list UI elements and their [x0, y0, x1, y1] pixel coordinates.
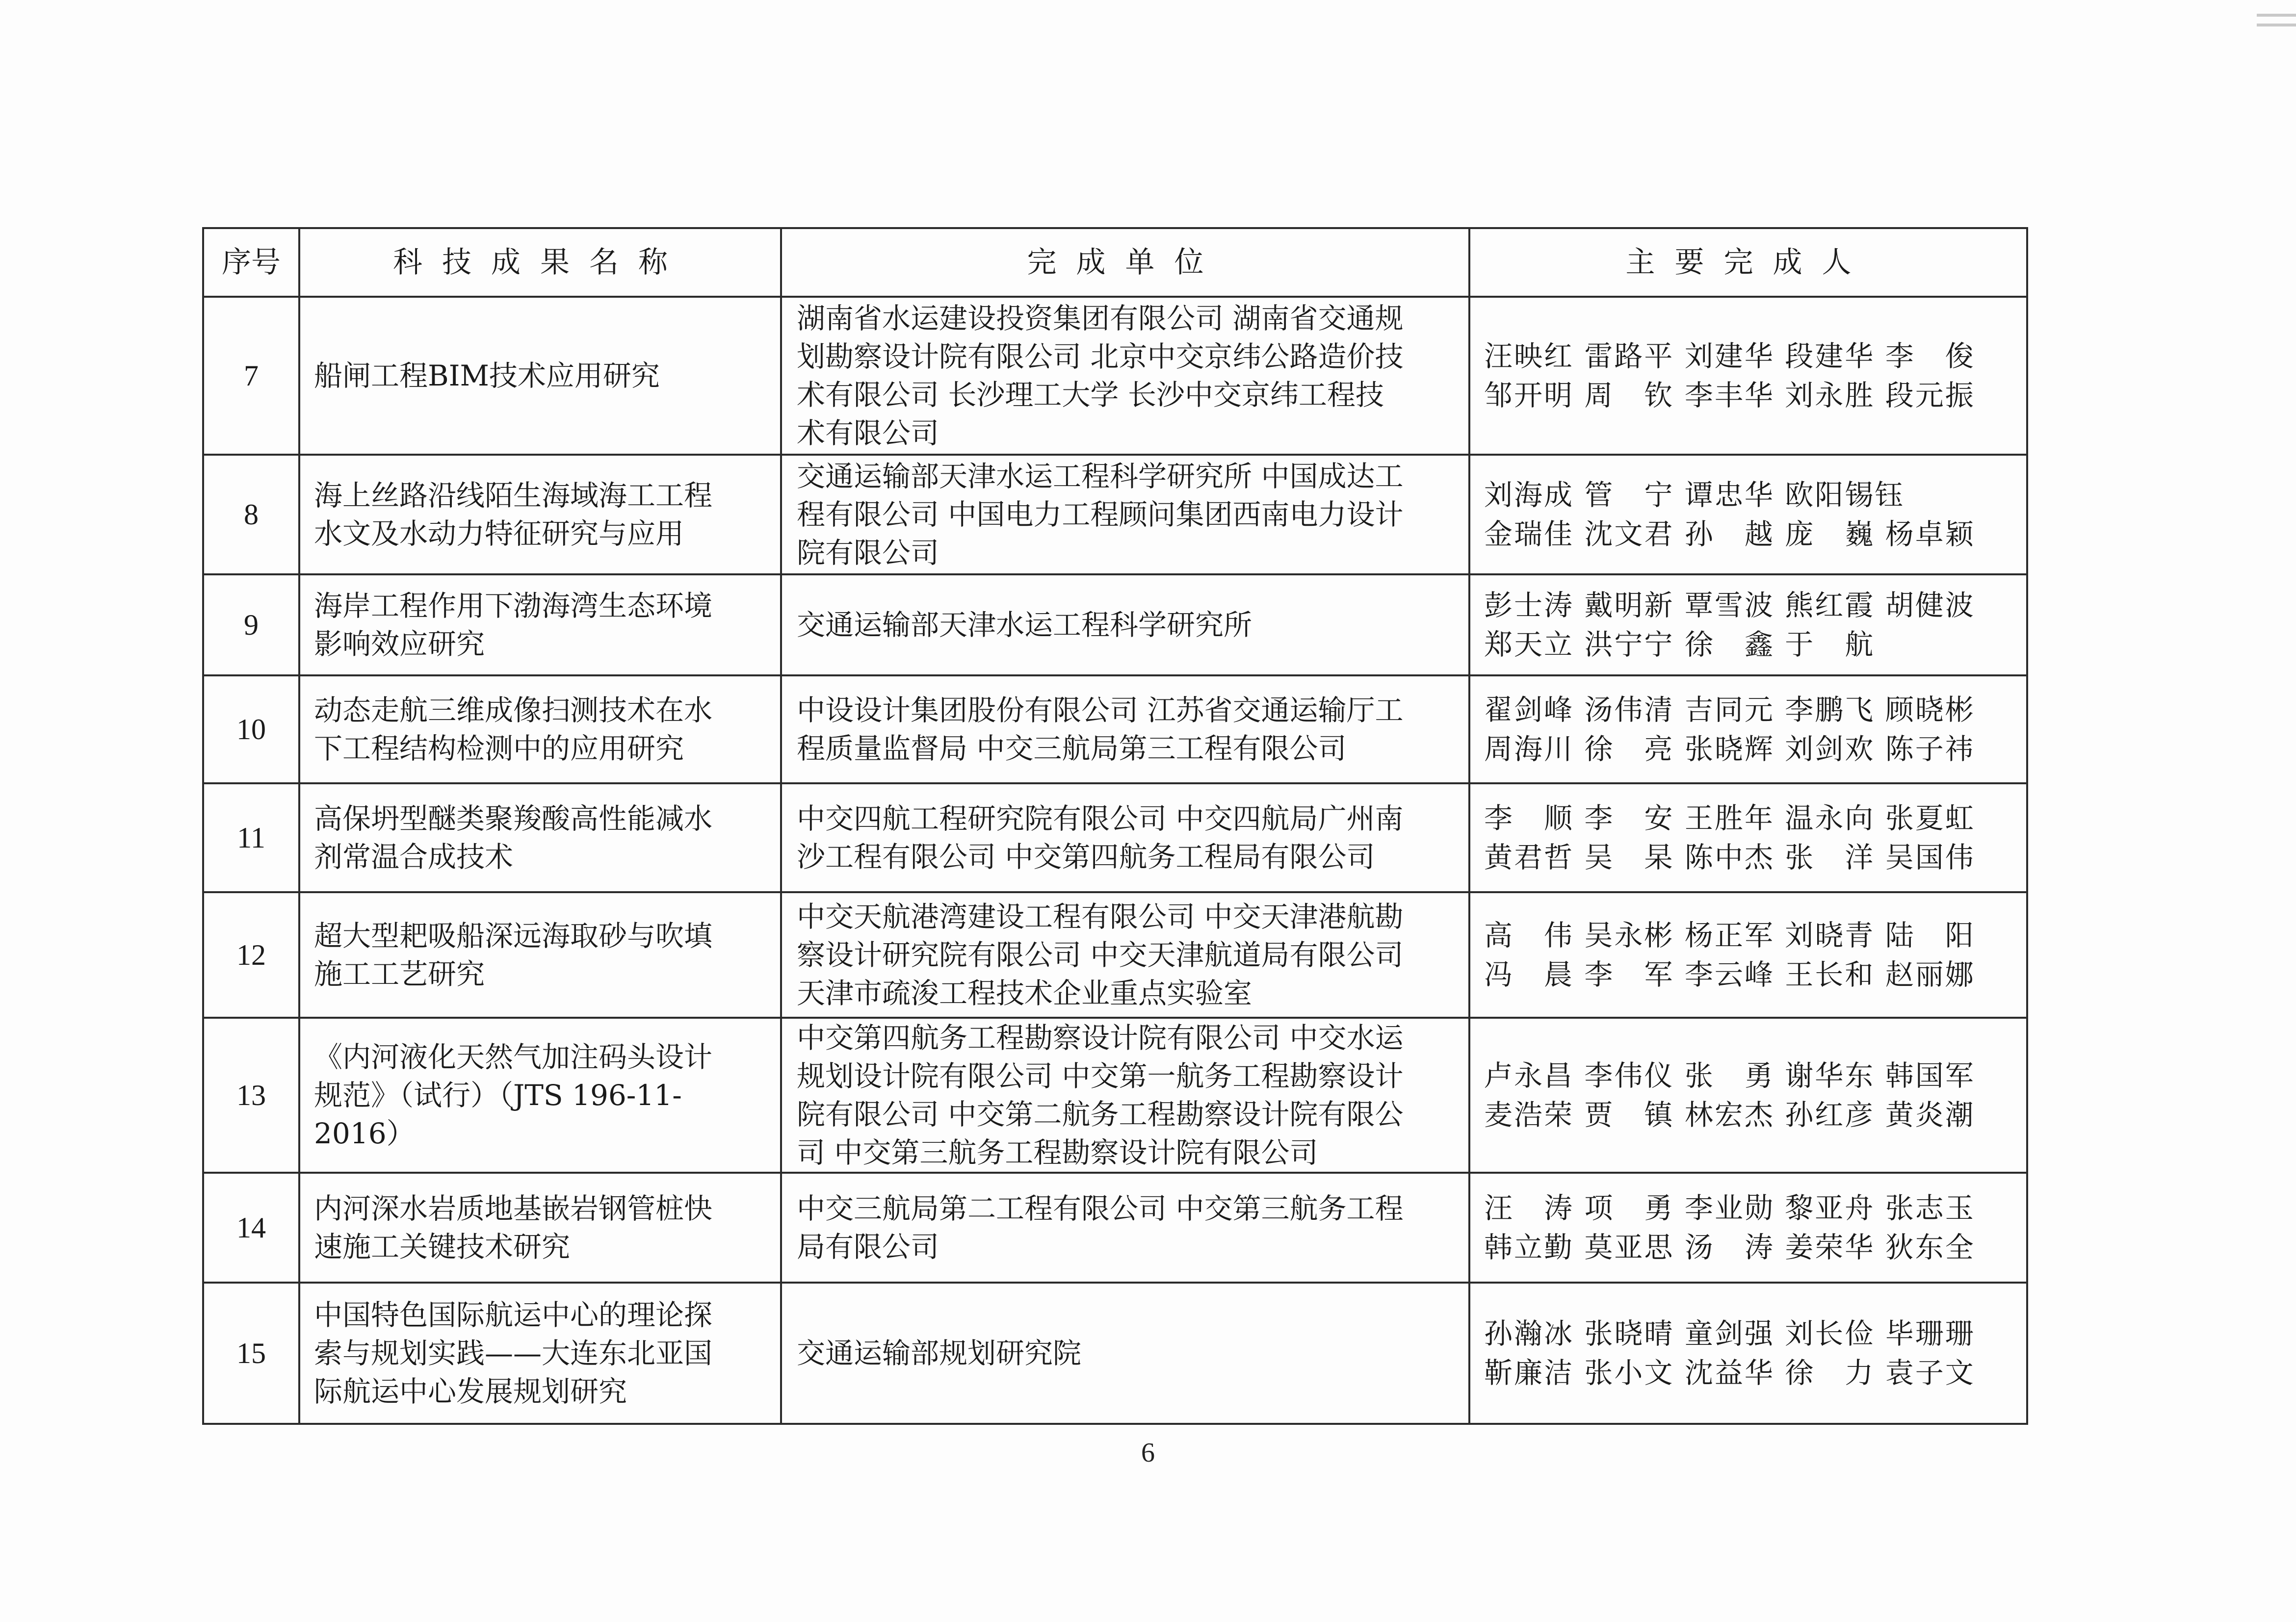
row-completing-unit-line: 中设设计集团股份有限公司 江苏省交通运输厅工 — [797, 694, 1404, 727]
row-serial-number: 12 — [203, 892, 299, 1018]
row-achievement-name — [299, 455, 781, 574]
table-row — [203, 574, 2027, 675]
header-completing-unit: 完成单位 — [781, 228, 1469, 297]
scan-edge-mark — [2257, 24, 2296, 26]
header-serial-number: 序号 — [203, 228, 299, 297]
row-achievement-name-line: 际航运中心发展规划研究 — [314, 1375, 627, 1408]
row-main-contributors-line: 刘海成 管 宁 谭忠华 欧阳锡钰 — [1484, 478, 1905, 512]
table-row — [203, 675, 2027, 783]
row-achievement-name-line: 影响效应研究 — [314, 627, 485, 661]
row-main-contributors — [1469, 892, 2027, 1018]
row-completing-unit-line: 术有限公司 — [797, 416, 939, 450]
table-row — [203, 1173, 2027, 1283]
row-completing-unit — [781, 1283, 1469, 1424]
row-main-contributors-line: 邹开明 周 钦 李丰华 刘永胜 段元振 — [1484, 379, 1975, 412]
table-row — [203, 892, 2027, 1018]
row-achievement-name-line: 剂常温合成技术 — [314, 840, 514, 874]
row-achievement-name-line: 中国特色国际航运中心的理论探 — [314, 1298, 713, 1332]
row-main-contributors-line: 汪映红 雷路平 刘建华 段建华 李 俊 — [1484, 339, 1975, 373]
row-achievement-name — [299, 675, 781, 783]
row-completing-unit-line: 湖南省水运建设投资集团有限公司 湖南省交通规 — [797, 302, 1404, 335]
table-row — [203, 1283, 2027, 1424]
row-completing-unit — [781, 675, 1469, 783]
row-completing-unit-line: 司 中交第三航务工程勘察设计院有限公司 — [797, 1136, 1318, 1169]
page-number: 6 — [1141, 1438, 1155, 1468]
row-completing-unit-line: 天津市疏浚工程技术企业重点实验室 — [797, 977, 1252, 1010]
row-achievement-name-line: 速施工关键技术研究 — [314, 1230, 571, 1263]
row-achievement-name — [299, 574, 781, 675]
table-row — [203, 783, 2027, 892]
row-main-contributors-line: 卢永昌 李伟仪 张 勇 谢华东 韩国军 — [1484, 1059, 1975, 1092]
row-completing-unit-line: 交通运输部天津水运工程科学研究所 中国成达工 — [797, 460, 1404, 493]
row-serial-number: 15 — [203, 1283, 299, 1424]
awards-table — [202, 227, 2028, 1425]
row-achievement-name — [299, 892, 781, 1018]
row-serial-number: 13 — [203, 1018, 299, 1173]
row-completing-unit-line: 规划设计院有限公司 中交第一航务工程勘察设计 — [797, 1059, 1404, 1093]
row-main-contributors-line: 周海川 徐 亮 张晓辉 刘剑欢 陈子祎 — [1484, 732, 1975, 766]
row-achievement-name-line: 船闸工程BIM技术应用研究 — [314, 359, 660, 392]
row-completing-unit — [781, 783, 1469, 892]
row-serial-number: 11 — [203, 783, 299, 892]
row-completing-unit-line: 院有限公司 — [797, 536, 939, 569]
row-completing-unit-line: 察设计研究院有限公司 中交天津航道局有限公司 — [797, 938, 1404, 972]
row-completing-unit-line: 交通运输部规划研究院 — [797, 1337, 1082, 1370]
row-achievement-name-line: 动态走航三维成像扫测技术在水 — [314, 694, 713, 727]
row-completing-unit-line: 术有限公司 长沙理工大学 长沙中交京纬工程技 — [797, 378, 1384, 412]
row-achievement-name-line: 超大型耙吸船深远海取砂与吹填 — [314, 919, 713, 953]
row-main-contributors — [1469, 455, 2027, 574]
row-achievement-name-line: 内河深水岩质地基嵌岩钢管桩快 — [314, 1192, 713, 1225]
row-serial-number: 10 — [203, 675, 299, 783]
row-completing-unit — [781, 892, 1469, 1018]
row-main-contributors-line: 高 伟 吴永彬 杨正军 刘晓青 陆 阳 — [1484, 919, 1975, 952]
row-achievement-name-line: 海上丝路沿线陌生海域海工工程 — [314, 479, 713, 512]
row-main-contributors-line: 李 顺 李 安 王胜年 温永向 张夏虹 — [1484, 801, 1975, 835]
row-completing-unit-line: 程有限公司 中国电力工程顾问集团西南电力设计 — [797, 498, 1404, 531]
row-completing-unit-line: 中交四航工程研究院有限公司 中交四航局广州南 — [797, 802, 1404, 835]
row-main-contributors-line: 金瑞佳 沈文君 孙 越 庞 巍 杨卓颖 — [1484, 517, 1975, 551]
row-completing-unit-line: 局有限公司 — [797, 1230, 939, 1263]
row-main-contributors-line: 汪 涛 项 勇 李业勋 黎亚舟 张志玉 — [1484, 1191, 1975, 1225]
row-achievement-name-line: 水文及水动力特征研究与应用 — [314, 517, 684, 550]
row-serial-number: 8 — [203, 455, 299, 574]
row-main-contributors-line: 彭士涛 戴明新 覃雪波 熊红霞 胡健波 — [1484, 589, 1975, 622]
scan-edge-mark — [2257, 14, 2296, 17]
row-main-contributors — [1469, 1173, 2027, 1283]
row-achievement-name-line: 下工程结构检测中的应用研究 — [314, 732, 684, 765]
row-achievement-name-line: 2016） — [314, 1117, 415, 1150]
row-main-contributors-line: 靳廉洁 张小文 沈益华 徐 力 袁子文 — [1484, 1356, 1975, 1390]
row-main-contributors — [1469, 675, 2027, 783]
row-main-contributors-line: 郑天立 洪宁宁 徐 鑫 于 航 — [1484, 628, 1875, 661]
row-achievement-name-line: 高保坍型醚类聚羧酸高性能减水 — [314, 802, 713, 835]
row-completing-unit-line: 中交第四航务工程勘察设计院有限公司 中交水运 — [797, 1021, 1404, 1055]
row-completing-unit — [781, 1173, 1469, 1283]
row-completing-unit-line: 院有限公司 中交第二航务工程勘察设计院有限公 — [797, 1098, 1404, 1131]
table-header-row — [203, 228, 2027, 297]
row-achievement-name — [299, 297, 781, 455]
row-achievement-name-line: 规范》（试行）（JTS 196-11- — [314, 1079, 682, 1112]
table-row — [203, 1018, 2027, 1173]
row-completing-unit-line: 交通运输部天津水运工程科学研究所 — [797, 608, 1252, 642]
row-completing-unit — [781, 297, 1469, 455]
row-main-contributors-line: 翟剑峰 汤伟清 吉同元 李鹏飞 顾晓彬 — [1484, 693, 1975, 726]
row-achievement-name — [299, 1018, 781, 1173]
row-completing-unit-line: 沙工程有限公司 中交第四航务工程局有限公司 — [797, 840, 1375, 874]
row-completing-unit — [781, 455, 1469, 574]
row-achievement-name-line: 索与规划实践——大连东北亚国 — [314, 1337, 713, 1370]
row-achievement-name — [299, 1173, 781, 1283]
row-achievement-name — [299, 783, 781, 892]
row-achievement-name — [299, 1283, 781, 1424]
table-row — [203, 455, 2027, 574]
row-completing-unit-line: 程质量监督局 中交三航局第三工程有限公司 — [797, 732, 1347, 765]
row-achievement-name-line: 施工工艺研究 — [314, 957, 485, 991]
row-achievement-name-line: 海岸工程作用下渤海湾生态环境 — [314, 589, 713, 622]
row-completing-unit — [781, 574, 1469, 675]
row-main-contributors-line: 韩立勤 莫亚思 汤 涛 姜荣华 狄东全 — [1484, 1231, 1975, 1264]
row-main-contributors — [1469, 1018, 2027, 1173]
row-main-contributors — [1469, 574, 2027, 675]
row-main-contributors — [1469, 297, 2027, 455]
row-serial-number: 7 — [203, 297, 299, 455]
table-row — [203, 297, 2027, 455]
row-achievement-name-line: 《内河液化天然气加注码头设计 — [314, 1040, 713, 1074]
row-completing-unit-line: 中交三航局第二工程有限公司 中交第三航务工程 — [797, 1192, 1404, 1225]
row-completing-unit — [781, 1018, 1469, 1173]
row-main-contributors-line: 孙瀚冰 张晓晴 童剑强 刘长俭 毕珊珊 — [1484, 1317, 1975, 1350]
row-main-contributors-line: 冯 晨 李 军 李云峰 王长和 赵丽娜 — [1484, 958, 1975, 991]
header-main-contributors: 主要完成人 — [1469, 228, 2027, 297]
row-serial-number: 9 — [203, 574, 299, 675]
row-serial-number: 14 — [203, 1173, 299, 1283]
row-completing-unit-line: 中交天航港湾建设工程有限公司 中交天津港航勘 — [797, 900, 1404, 933]
row-completing-unit-line: 划勘察设计院有限公司 北京中交京纬公路造价技 — [797, 340, 1404, 373]
row-main-contributors — [1469, 783, 2027, 892]
row-main-contributors-line: 麦浩荣 贾 镇 林宏杰 孙红彦 黄炎潮 — [1484, 1098, 1975, 1132]
header-achievement-name: 科技成果名称 — [299, 228, 781, 297]
row-main-contributors-line: 黄君哲 吴 杲 陈中杰 张 洋 吴国伟 — [1484, 841, 1975, 874]
row-main-contributors — [1469, 1283, 2027, 1424]
